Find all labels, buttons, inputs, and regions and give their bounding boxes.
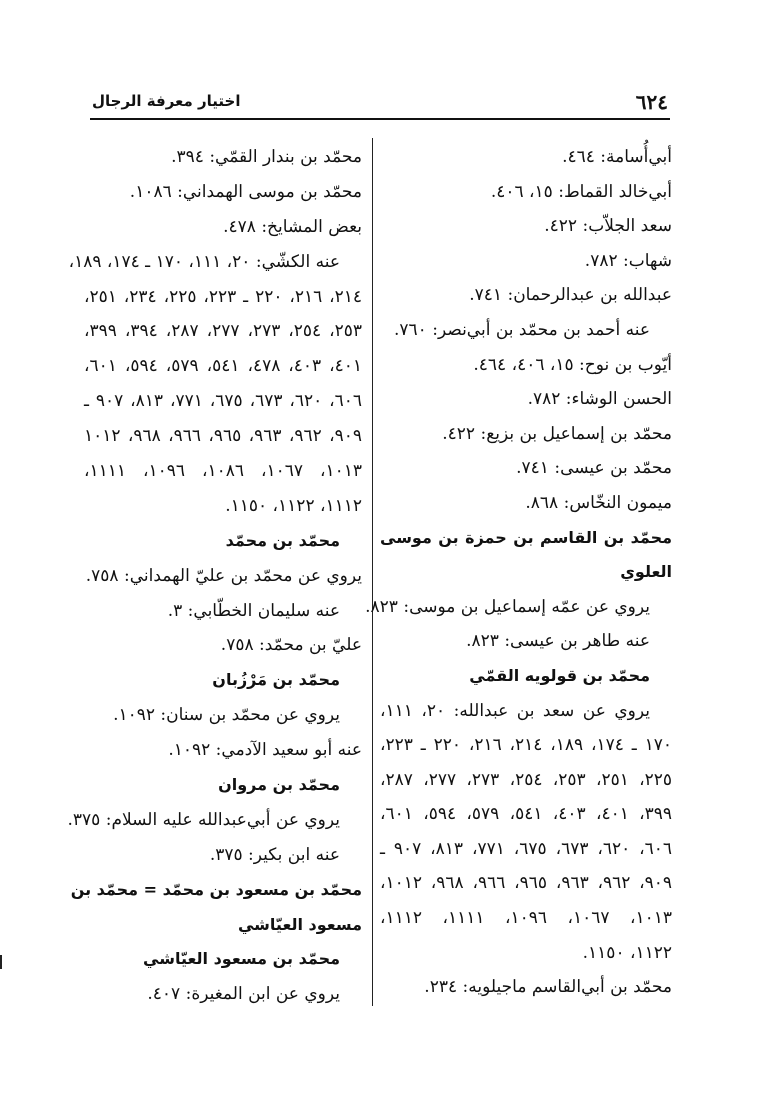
entry-line: عنه سليمان الخطّابي: ٣. (167, 600, 340, 621)
entry-line: عنه أبو سعيد الآدمي: ١٠٩٢. (168, 740, 362, 761)
entry-heading: محمّد بن مروان (218, 775, 340, 795)
entry-line: ٣٩٩، ٤٠١، ٤٠٣، ٥٤١، ٥٧٩، ٥٩٤، ٦٠١، (380, 804, 673, 825)
entry-line: ٤٠١، ٤٠٣، ٤٧٨، ٥٤١، ٥٧٩، ٥٩٤، ٦٠١، (84, 356, 363, 377)
entry-line: يروي عن سعد بن عبدالله: ٢٠، ١١١، (380, 700, 651, 721)
entry-heading: محمّد بن مسعود بن محمّد = محمّد بن (70, 879, 362, 899)
right-column (365, 140, 673, 1005)
entry-line: يروي عن محمّد بن عليّ الهمداني: ٧٥٨. (85, 565, 362, 586)
entry-line: عنه ابن بكير: ٣٧٥. (209, 844, 340, 865)
entry-heading: محمّد بن القاسم بن حمزة بن موسى (380, 527, 672, 547)
entry-line: ٩٠٩، ٩٦٢، ٩٦٣، ٩٦٥، ٩٦٦، ٩٦٨، ١٠١٢، (380, 873, 673, 894)
entry-heading: مسعود العيّاشي (237, 914, 362, 934)
entry-line: محمّد بن أبي‌القاسم ماجيلويه: ٢٣٤. (424, 977, 672, 998)
entry-line: محمّد بن إسماعيل بن بزيع: ٤٢٢. (442, 423, 672, 444)
entry-line: ٢٢٥، ٢٥١، ٢٥٣، ٢٥٤، ٢٧٣، ٢٧٧، ٢٨٧، (380, 769, 673, 790)
entry-line: يروي عن أبي‌عبدالله عليه السلام: ٣٧٥. (67, 809, 340, 830)
column-divider (372, 138, 373, 1006)
entry-line: ١٠١٣، ١٠٦٧، ١٠٩٦، ١١١١، ١١١٢، (380, 908, 673, 929)
entry-line: ١٧٠ ـ ١٧٤، ١٨٩، ٢١٤، ٢١٦، ٢٢٠ ـ ٢٢٣، (380, 735, 672, 756)
entry-line: محمّد بن عيسى: ٧٤١. (516, 458, 672, 479)
entry-line: شهاب: ٧٨٢. (584, 250, 672, 271)
entry-heading: العلوي (620, 562, 672, 582)
entry-line: ٦٠٦، ٦٢٠، ٦٧٣، ٦٧٥، ٧٧١، ٨١٣، ٩٠٧ ـ (380, 838, 673, 859)
entry-line: أبي‌خالد القماط: ١٥، ٤٠٦. (490, 181, 672, 202)
entry-heading: محمّد بن مسعود العيّاشي (143, 949, 340, 969)
book-title: اختيار معرفة الرجال (92, 92, 241, 110)
entry-line: ٢٥٣، ٢٥٤، ٢٧٣، ٢٧٧، ٢٨٧، ٣٩٤، ٣٩٩، (84, 321, 363, 342)
entry-line: أيّوب بن نوح: ١٥، ٤٠٦، ٤٦٤. (473, 354, 672, 375)
entry-heading: محمّد بن محمّد (225, 530, 340, 550)
entry-line: ١١٢٢، ١١٥٠. (582, 942, 672, 963)
entry-line: سعد الجلاّب: ٤٢٢. (544, 216, 672, 237)
entry-line: محمّد بن موسى الهمداني: ١٠٨٦. (129, 181, 362, 202)
entry-line: ٢١٤، ٢١٦، ٢٢٠ ـ ٢٢٣، ٢٢٥، ٢٣٤، ٢٥١، (84, 286, 363, 307)
entry-line: عبدالله بن عبدالرحمان: ٧٤١. (469, 285, 672, 306)
entry-line: يروي عن محمّد بن سنان: ١٠٩٢. (113, 705, 340, 726)
page-header (90, 88, 670, 120)
entry-line: ١١١٢، ١١٢٢، ١١٥٠. (225, 495, 362, 516)
entry-line: يروي عن عمّه إسماعيل بن موسى: ٨٢٣. (365, 596, 650, 617)
entry-line: محمّد بن بندار القمّي: ٣٩٤. (171, 147, 362, 167)
entry-line: عنه الكشّي: ٢٠، ١١١، ١٧٠ ـ ١٧٤، ١٨٩، (68, 251, 340, 272)
entry-heading: محمّد بن قولويه القمّي (469, 665, 650, 685)
entry-line: الحسن الوشاء: ٧٨٢. (527, 389, 672, 410)
entry-line: عنه طاهر بن عيسى: ٨٢٣. (466, 631, 650, 652)
left-column (67, 140, 363, 1012)
entry-line: ميمون النخّاس: ٨٦٨. (525, 492, 672, 513)
entry-line: عنه أحمد بن محمّد بن أبي‌نصر: ٧٦٠. (394, 319, 650, 340)
entry-line: أبي‌أُسامة: ٤٦٤. (562, 147, 672, 167)
page-number: ٦٢٤ (635, 90, 668, 114)
entry-line: عليّ بن محمّد: ٧٥٨. (220, 635, 362, 656)
entry-line: ١٠١٣، ١٠٦٧، ١٠٨٦، ١٠٩٦، ١١١١، (84, 461, 363, 482)
entry-line: يروي عن ابن المغيرة: ٤٠٧. (147, 984, 340, 1005)
entry-line: ٩٠٩، ٩٦٢، ٩٦٣، ٩٦٥، ٩٦٦، ٩٦٨، ١٠١٢ (84, 426, 363, 447)
entry-heading: محمّد بن مَرْزُبان (212, 670, 340, 690)
entry-line: بعض المشايخ: ٤٧٨. (223, 216, 362, 237)
entry-line: ٦٠٦، ٦٢٠، ٦٧٣، ٦٧٥، ٧٧١، ٨١٣، ٩٠٧ ـ (84, 391, 363, 412)
margin-mark (0, 955, 2, 969)
